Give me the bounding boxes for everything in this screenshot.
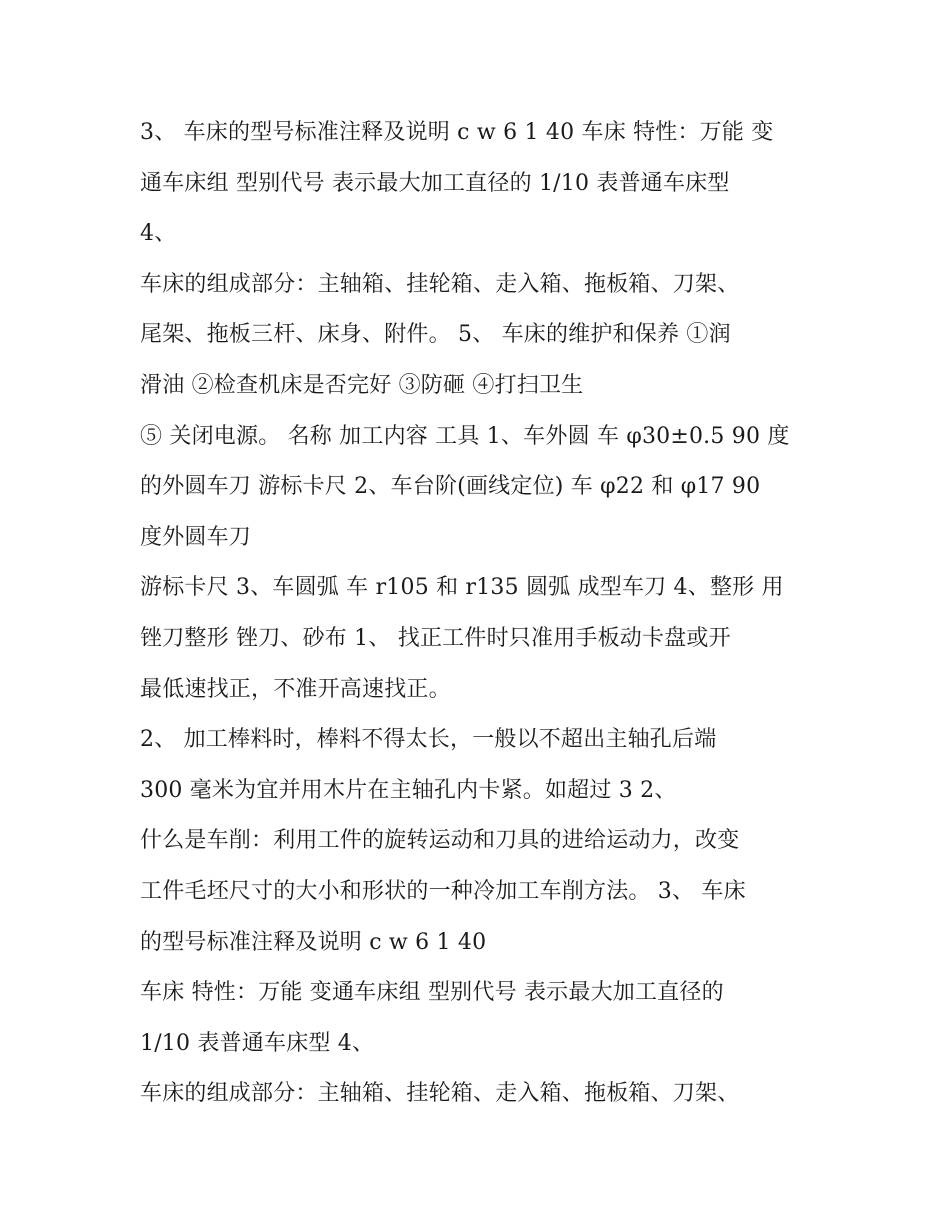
text-line: 度外圆车刀 <box>140 524 252 550</box>
text-line: 300 毫米为宜并用木片在主轴孔内卡紧。如超过 3 2、 <box>140 777 677 803</box>
text-line: 游标卡尺 3、车圆弧 车 r105 和 r135 圆弧 成型车刀 4、整形 用 <box>140 575 784 601</box>
text-line: 1/10 表普通车床型 4、 <box>140 1030 375 1056</box>
text-line: 滑油 ②检查机床是否完好 ③防砸 ④打扫卫生 <box>140 372 584 398</box>
document-body <box>140 108 840 1120</box>
text-line: 的外圆车刀 游标卡尺 2、车台阶(画线定位) 车 φ22 和 φ17 90 <box>140 474 761 500</box>
text-line: 车床的组成部分：主轴箱、挂轮箱、走入箱、拖板箱、刀架、 <box>140 1081 740 1107</box>
text-line: 尾架、拖板三杆、床身、附件。 5、 车床的维护和保养 ①润 <box>140 322 731 348</box>
text-line: 最低速找正，不准开高速找正。 <box>140 676 451 702</box>
text-line: 车床 特性：万能 变通车床组 型别代号 表示最大加工直径的 <box>140 980 724 1006</box>
text-line: 2、 加工棒料时，棒料不得太长，一般以不超出主轴孔后端 <box>140 727 717 753</box>
text-line: ⑤ 关闭电源。 名称 加工内容 工具 1、车外圆 车 φ30±0.5 90 度 <box>140 423 790 449</box>
text-line: 锉刀整形 锉刀、砂布 1、 找正工件时只准用手板动卡盘或开 <box>140 625 731 651</box>
text-line: 车床的组成部分：主轴箱、挂轮箱、走入箱、拖板箱、刀架、 <box>140 271 740 297</box>
text-line: 通车床组 型别代号 表示最大加工直径的 1/10 表普通车床型 <box>140 170 730 196</box>
text-line: 3、 车床的型号标准注释及说明 c w 6 1 40 车床 特性：万能 变 <box>140 120 774 145</box>
text-line: 4、 <box>140 221 177 247</box>
text-line: 工件毛坯尺寸的大小和形状的一种冷加工车削方法。 3、 车床 <box>140 878 746 904</box>
text-line: 的型号标准注释及说明 c w 6 1 40 <box>140 929 487 955</box>
text-line: 什么是车削：利用工件的旋转运动和刀具的进给运动力，改变 <box>140 828 740 854</box>
